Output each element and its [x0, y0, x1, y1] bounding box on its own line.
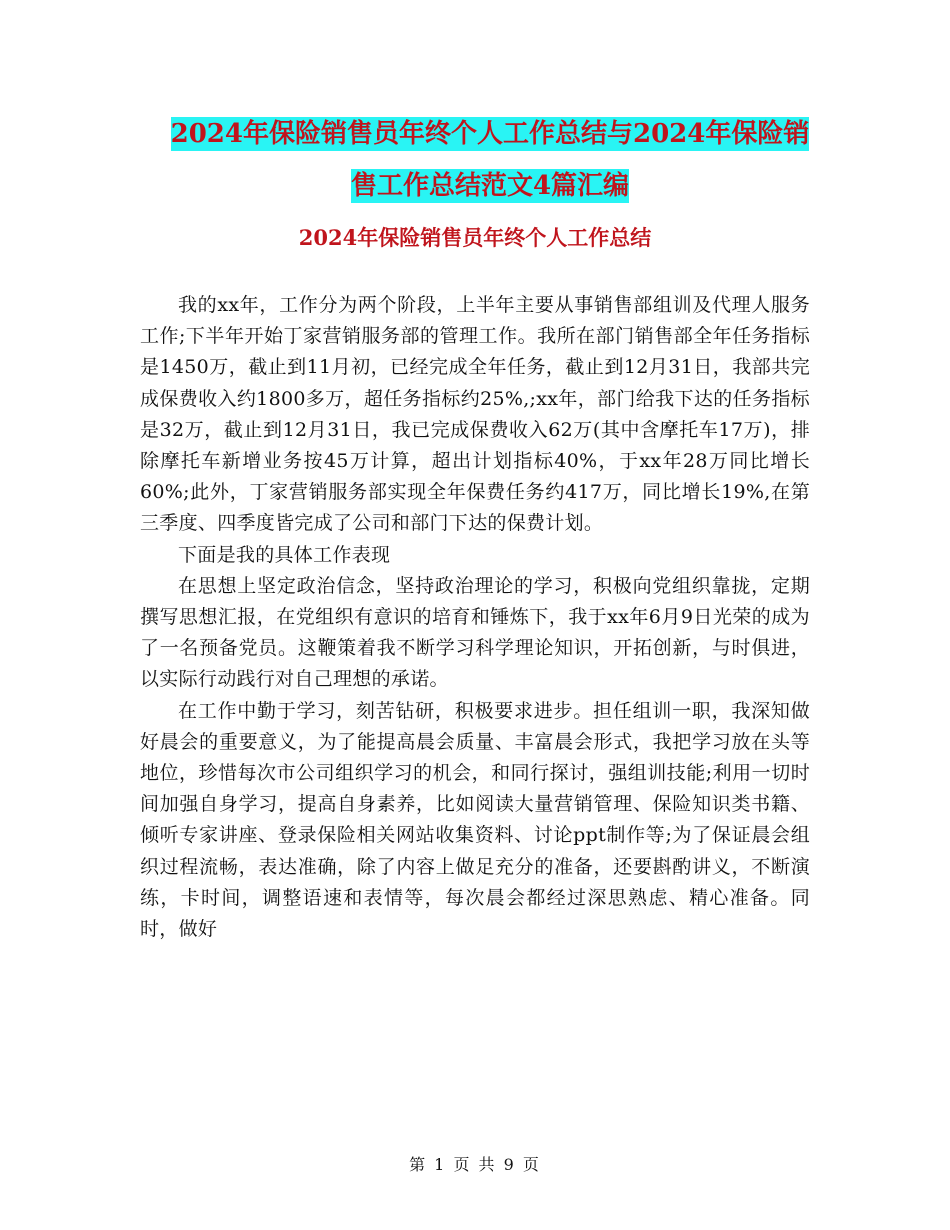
document-title: [140, 108, 840, 212]
title-line-2: 售工作总结范文4篇汇编: [350, 171, 630, 201]
paragraph-2: 下面是我的具体工作表现: [178, 543, 391, 566]
title-line-1: 2024年保险销售员年终个人工作总结与2024年保险销: [170, 119, 810, 149]
paragraph-3: 在思想上坚定政治信念，坚持政治理论的学习，积极向党组织靠拢，定期撰写思想汇报，在党组织有意识的培育和锤炼下，我于xx年6月9日光荣的成为了一名预备党员。这鞭策着我不断学习科学理论知识，开拓创新，与时俱进，以实际行动践行对自己理想的承诺。: [140, 574, 810, 691]
document-body: [140, 290, 810, 945]
paragraph-4: 在工作中勤于学习，刻苦钻研，积极要求进步。担任组训一职，我深知做好晨会的重要意义，为了能提高晨会质量、丰富晨会形式，我把学习放在头等地位，珍惜每次市公司组织学习的机会，和同行探讨，强组训技能;利用一切时间加强自身学习，提高自身素养，比如阅读大量营销管理、保险知识类书籍、倾听专家讲座、登录保险相关网站收集资料、讨论ppt制作等;为了保证晨会组织过程流畅，表达准确，除了内容上做足充分的准备，还要斟酌讲义，不断演练，卡时间，调整语速和表情等，每次晨会都经过深思熟虑、精心准备。同时，做好: [140, 699, 810, 941]
paragraph-1: 我的xx年，工作分为两个阶段，上半年主要从事销售部组训及代理人服务工作;下半年开始丁家营销服务部的管理工作。我所在部门销售部全年任务指标是1450万，截止到11月初，已经完成全年任务，截止到12月31日，我部共完成保费收入约1800多万，超任务指标约25%,;xx年，部门给我下达的任务指标是32万，截止到12月31日，我已完成保费收入62万(其中含摩托车17万)，排除摩托车新增业务按45万计算，超出计划指标40%，于xx年28万同比增长60%;此外，丁家营销服务部实现全年保费任务约417万，同比增长19%,在第三季度、四季度皆完成了公司和部门下达的保费计划。: [140, 294, 810, 535]
page-footer: 第 1 页 共 9 页: [409, 1155, 541, 1174]
section-title: 2024年保险销售员年终个人工作总结: [298, 225, 652, 250]
